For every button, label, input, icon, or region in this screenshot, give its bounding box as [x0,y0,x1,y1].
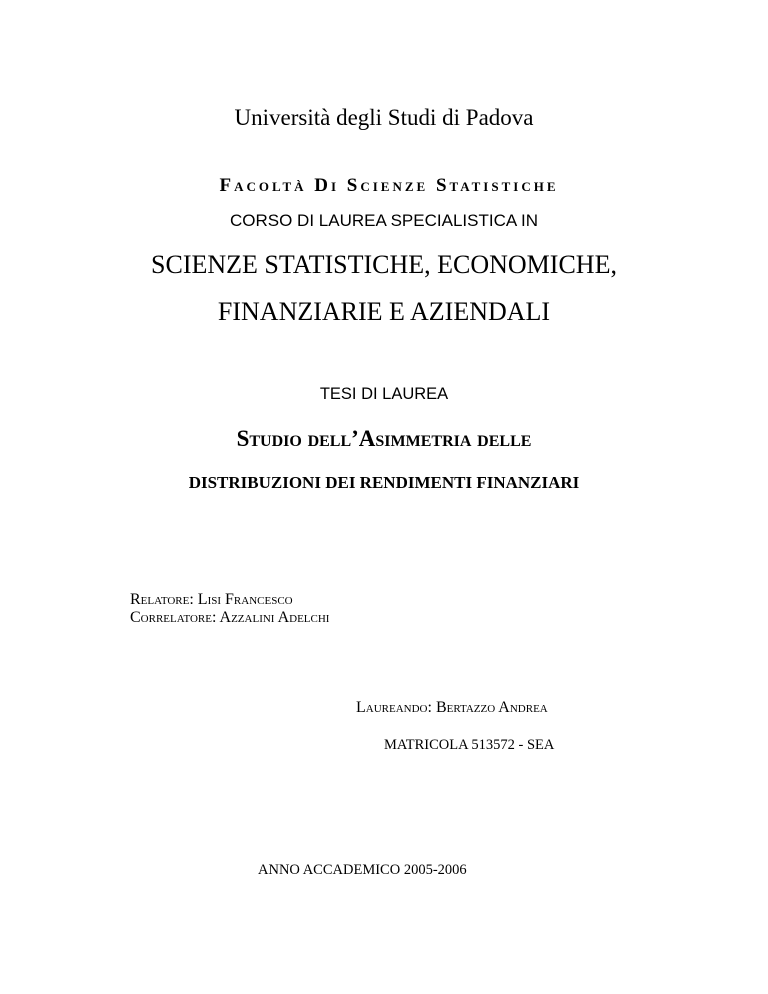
course-name-line-1: SCIENZE STATISTICHE, ECONOMICHE, [151,250,617,279]
candidate: Laureando: Bertazzo Andrea [356,699,548,716]
thesis-title-line-1: Studio dell’Asimmetria delle [236,426,532,451]
supervisor: Relatore: Lisi Francesco [130,591,293,608]
co-supervisor: Correlatore: Azzalini Adelchi [130,609,330,626]
thesis-label: TESI DI LAUREA [319,385,449,403]
thesis-title-line-2: DISTRIBUZIONI DEI RENDIMENTI FINANZIARI [188,473,580,492]
academic-year: ANNO ACCADEMICO 2005-2006 [258,862,467,878]
course-name-line-2: FINANZIARIE E AZIENDALI [217,297,551,326]
faculty-name: Facoltà Di Scienze Statistiche [219,175,559,196]
student-id: MATRICOLA 513572 - SEA [384,737,555,753]
course-type: CORSO DI LAUREA SPECIALISTICA IN [230,211,538,230]
university-name: Università degli Studi di Padova [234,105,534,130]
